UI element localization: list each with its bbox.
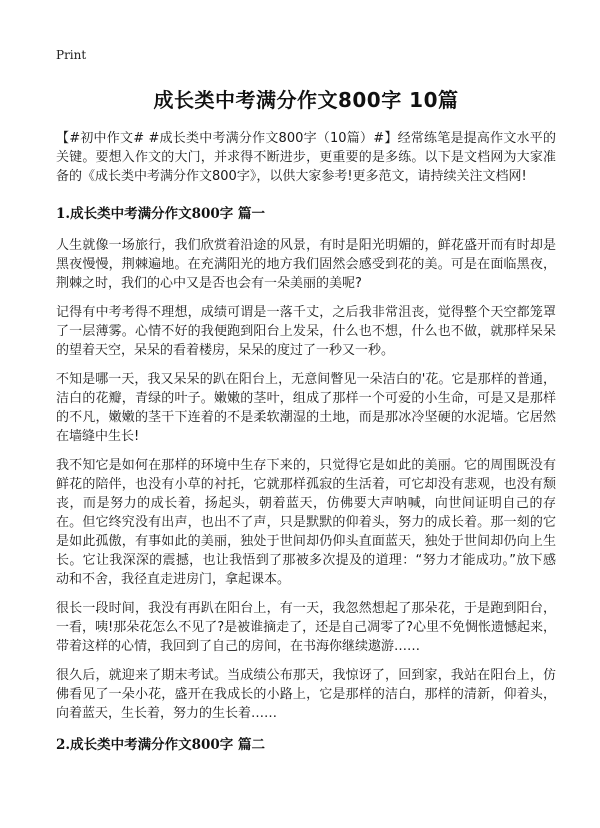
section-1-paragraph-3: 不知是哪一天，我又呆呆的趴在阳台上，无意间瞥见一朵洁白的'花。它是那样的普通，洁白的花瓣，青绿的叶子。嫩嫩的茎叶，组成了那样一个可爱的小生命，可是又是那样的不凡，嫩嫩的茎干下连着的不是柔软潮湿的土地，而是那冰冷坚硬的水泥墙。它居然在墙缝中生长! bbox=[56, 372, 556, 444]
section-1-paragraph-6: 很久后，就迎来了期末考试。当成绩公布那天，我惊讶了，回到家，我站在阳台上，仿佛看见了一朵小花，盛开在我成长的小路上，它是那样的洁白，那样的清新，仰着头，向着蓝天，生长着，努力的生长着…… bbox=[56, 668, 556, 721]
section-1-paragraph-5: 很长一段时间，我没有再趴在阳台上，有一天，我忽然想起了那朵花，于是跑到阳台，一看，咦!那朵花怎么不见了?是被谁摘走了，还是自己凋零了?心里不免惆怅遗憾起来，带着这样的心情，我回到了自己的房间，在书海你继续遨游…… bbox=[56, 601, 557, 654]
section-heading-1: 1.成长类中考满分作文800字 篇一 bbox=[56, 206, 265, 222]
section-1-paragraph-2: 记得有中考考得不理想，成绩可谓是一落千丈，之后我非常沮丧，觉得整个天空都笼罩了一层薄雾。心情不好的我便跑到阳台上发呆，什么也不想，什么也不做，就那样呆呆的望着天空，呆呆的看着楼房，呆呆的度过了一秒又一秒。 bbox=[56, 305, 556, 358]
page-title: 成长类中考满分作文800字 10篇 bbox=[153, 88, 459, 112]
section-1-paragraph-4: 我不知它是如何在那样的环境中生存下来的，只觉得它是如此的美丽。它的周围既没有鲜花的陪伴，也没有小草的衬托，它就那样孤寂的生活着，可它却没有悲观，也没有颓丧，而是努力的成长着，扬起头，朝着蓝天，仿佛要大声呐喊，向世间证明自己的存在。但它终究没有出声，也出不了声，只是默默的仰着头，努力的成长着。那一刻的它是如此孤傲，有事如此的美丽，独处于世间却仍仰头直面蓝天，独处于世间却仍向上生长。它让我深深的震撼，也让我悟到了那被多次提及的道理：“努力才能成功。”放下感动和不舍，我径直走进房门，拿起课本。 bbox=[56, 458, 556, 587]
print-link[interactable]: Print bbox=[56, 48, 87, 62]
section-heading-2: 2.成长类中考满分作文800字 篇二 bbox=[56, 737, 265, 753]
section-1-paragraph-1: 人生就像一场旅行，我们欣赏着沿途的风景，有时是阳光明媚的，鲜花盛开而有时却是黑夜慢慢，荆棘遍地。在充满阳光的地方我们固然会感受到花的美。可是在面临黑夜，荆棘之时，我们的心中又是否也会有一朵美丽的美呢? bbox=[56, 238, 556, 291]
intro-paragraph: 【#初中作文# #成长类中考满分作文800字（10篇）#】经常练笔是提高作文水平的关键。要想入作文的大门，并求得不断进步，更重要的是多练。以下是文档网为大家准备的《成长类中考满分作文800字》，以供大家参考!更多范文，请持续关注文档网! bbox=[56, 131, 556, 184]
